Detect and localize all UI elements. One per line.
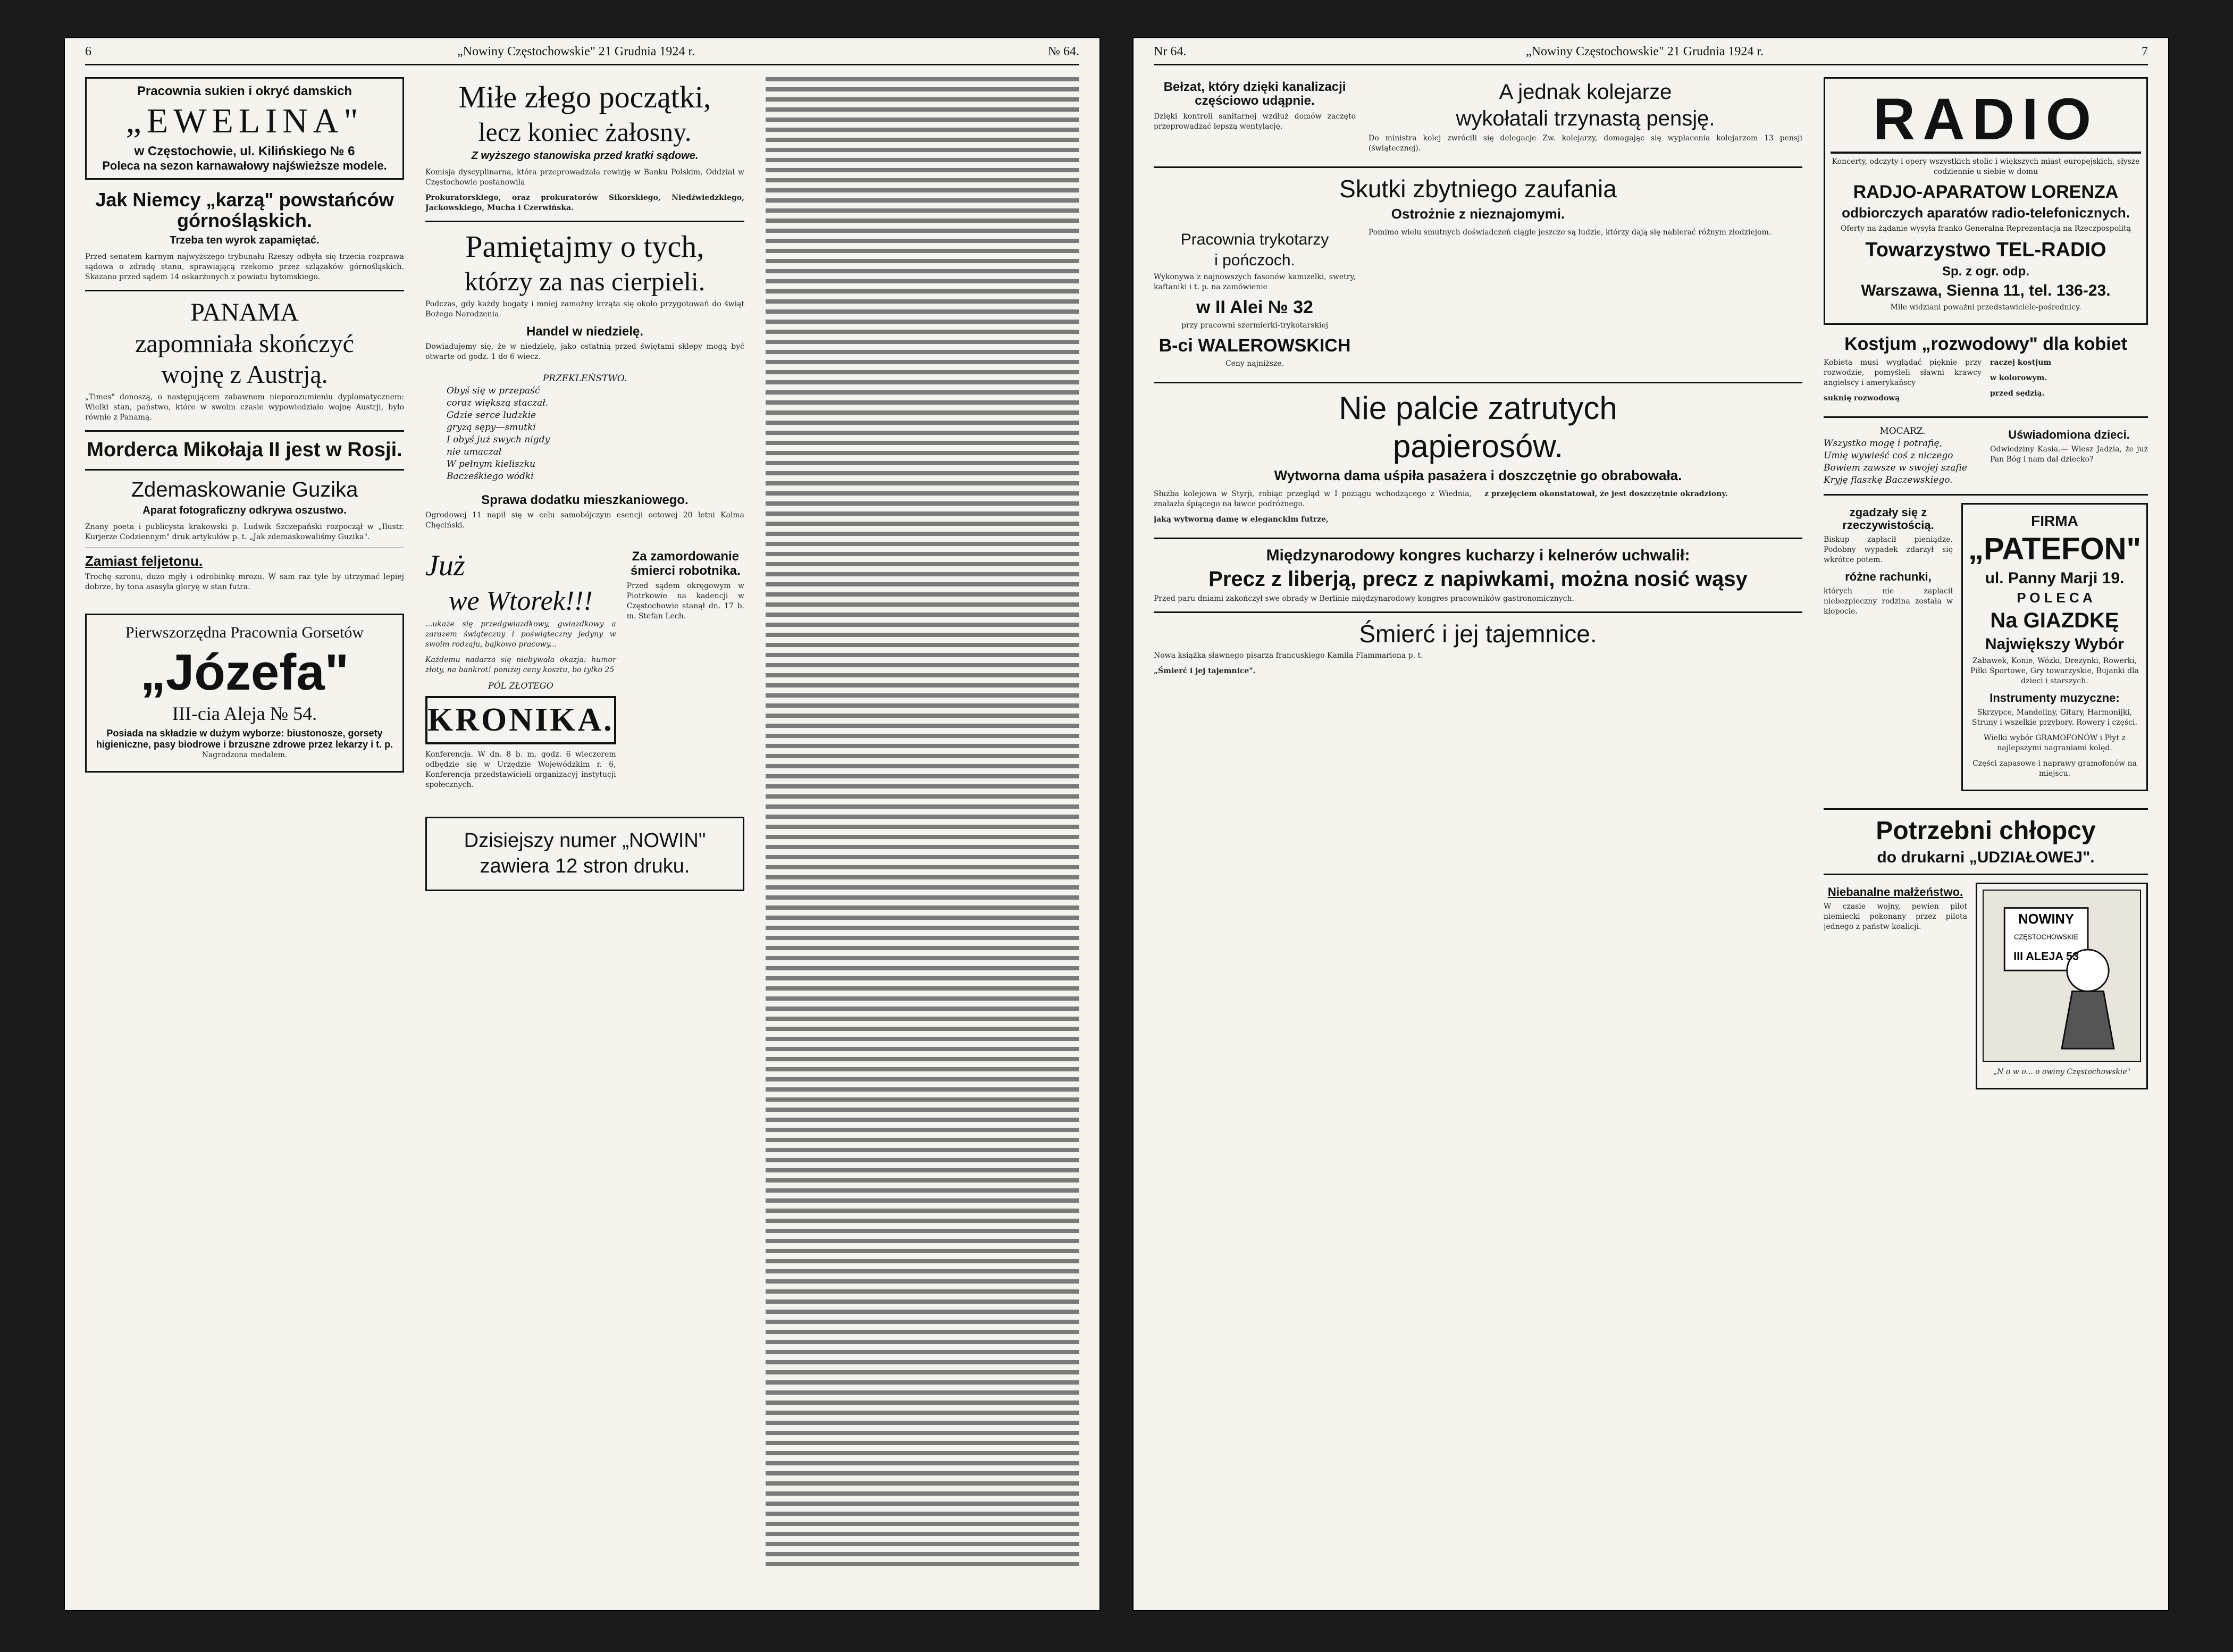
ad-line: Pierwszorzędna Pracownia Gorsetów [125, 623, 364, 641]
ad-text: Wielki wybór GRAMOFONÓW i Płyt z najlepszymi nagraniami kolęd. [1984, 733, 2126, 752]
section-title: Niebanalne małżeństwo. [1827, 885, 1963, 899]
ad-note: Mile widziani poważni przedstawiciele-pośrednicy. [1890, 303, 2081, 312]
headline: Precz z liberją, precz z napiwkami, można nosić wąsy [1208, 567, 1748, 591]
nowiny-ad [1976, 883, 2148, 1089]
subheadline: Aparat fotograficzny odkrywa oszustwo. [142, 504, 347, 516]
column-2 [425, 77, 744, 1600]
skutki-article [1369, 228, 1802, 375]
article-text: Komisja dyscyplinarna, która przeprowadzała rewizję w Banku Polskim, Oddział w Częstochowie postanowiła [425, 167, 744, 187]
headline: Międzynarodowy kongres kucharzy i kelnerów uchwalił: [1266, 547, 1690, 565]
headline: A jednak kolejarze [1499, 80, 1672, 104]
kronika-title: KRONIKA. [425, 696, 616, 744]
headline-line: do drukarni „UDZIAŁOWEJ". [1877, 848, 2095, 866]
article-text: Dzięki kontroli sanitarnej wzdłuż domów zaczęto przeprowadzać lepszą wentylację. [1154, 112, 1356, 131]
sign-line: NOWINY [2018, 911, 2074, 927]
article-text: raczej kostjum [1990, 358, 2052, 367]
ad-text: Części zapasowe i naprawy gramofonów na miejscu. [1972, 759, 2137, 778]
patefon-row [1824, 503, 2148, 801]
headline-line: którzy za nas cierpieli. [464, 266, 706, 296]
ad-company-type: Sp. z ogr. odp. [1942, 264, 2029, 279]
ad-line: Instrumenty muzyczne: [1989, 691, 2120, 705]
juz-notice [425, 547, 616, 795]
niebanalne-article [1824, 883, 1967, 1099]
article-text: Biskup zapłacił pieniądze. Podobny wypadek zdarzył się wkrótce potem. [1824, 535, 1953, 564]
article-text: Dowiadujemy się, że w niedzielę, jako ostatnią przed świętami sklepy mogą być otwarte od godz. 1 do 6 wiecz. [425, 342, 744, 361]
ad-brand: „PATEFON" [1968, 532, 2141, 567]
section-title: Za zamordowanie śmierci robotnika. [630, 549, 741, 578]
article-text: z przejęciem okonstatował, że jest doszczętnie okradziony. [1484, 490, 1728, 499]
headline: Kostjum „rozwodowy" dla kobiet [1844, 334, 2127, 355]
page-number: 6 [85, 45, 91, 58]
ad-brand: „Józefa" [140, 643, 349, 701]
dzisiejszy-notice [425, 817, 744, 891]
issue-number: № 64. [1048, 45, 1079, 58]
ad-line: Pracownia sukien i okryć damskich [137, 84, 352, 98]
article-text: W czasie wojny, pewien pilot niemiecki pokonany przez pilota jednego z państw koalicji. [1824, 902, 1967, 931]
poem-line: Bowiem zawsze w swojej szafie [1824, 462, 1967, 473]
skutki-row [1154, 228, 1802, 375]
headline: Miłe złego początki, [458, 80, 711, 114]
ad-brand: RADIO [1831, 87, 2141, 154]
headline: Jak Niemcy „karzą" powstańców górnośląskich. [95, 188, 394, 232]
headline-line: wykołatali trzynastą pensję. [1456, 107, 1715, 130]
article-text: Odwiedziny Kasia.— Wiesz Jadzia, że już Pan Bóg i nam dał dziecko? [1990, 445, 2148, 464]
papierosy-col-b [1484, 489, 1802, 530]
ad-company: Towarzystwo TEL-RADIO [1865, 238, 2106, 261]
ad-line: Największy Wybór [1985, 635, 2125, 653]
headline: Już [425, 549, 465, 583]
article-text: Przed paru dniami zakończył swe obrady w Berlinie międzynarodowy kongres pracowników gastronomicznych. [1154, 594, 1574, 603]
section-title: Uświadomiona dzieci. [2008, 427, 2130, 441]
notice-line: zawiera 12 stron druku. [480, 854, 690, 877]
kolejarze-article [1369, 77, 1802, 159]
ad-text: Posiada na składzie w dużym wyborze: biustonosze, gorsety higieniczne, pasy biodrowe i brzuszne zdrowe przez lekarzy i t. p. [96, 727, 393, 750]
headline-line: we Wtorek!!! [448, 585, 593, 616]
top-row [1154, 77, 1802, 159]
poem-line: gryzą sępy—smutki [447, 422, 536, 433]
section-title: różne rachunki, [1845, 569, 1932, 583]
uswiadomienie-article [1990, 425, 2148, 487]
radio-ad [1824, 77, 2148, 325]
poem-line: Bacześkiego wódki [447, 471, 534, 482]
headline-line: papierosów. [1392, 429, 1564, 465]
subheadline: Wytworna dama uśpiła pasażera i doszczętnie go obrabowała. [1274, 467, 1682, 484]
article-text: Przed sądem okręgowym w Piotrkowie na kadencji w Częstochowie stanął dn. 17 b. m. Stefan Lech. [626, 582, 744, 621]
column-main [1154, 77, 1802, 1600]
section-title: zgadzały się z rzeczywistością. [1842, 505, 1934, 532]
notice-sign: PÓL ZŁOTEGO [488, 681, 553, 691]
ad-tagline: Poleca na sezon karnawałowy najświeższe modele. [102, 158, 387, 172]
poem-line: nie umaczał [447, 446, 502, 457]
poem-title: MOCARZ. [1879, 425, 1926, 437]
headline-line: lecz koniec żałosny. [478, 116, 692, 147]
poem-line: Umię wywieść coś z niczego [1824, 450, 1953, 461]
ad-text: Wykonywa z najnowszych fasonów kamizelki, swetry, kaftaniki i t. p. na zamówienie [1154, 272, 1356, 291]
belzat-article [1154, 77, 1356, 159]
ad-note: Ceny najniższe. [1225, 359, 1285, 368]
mocarz-row [1824, 425, 2148, 487]
ad-text: Koncerty, odczyty i opery wszystkich stolic i większych miast europejskich, słysze codziennie u siebie w domu [1832, 157, 2140, 176]
headline: Zdemaskowanie Guzika [131, 477, 358, 501]
article-text: Podczas, gdy każdy bogaty i mniej zamożny krząta się około przygotowań do świąt Bożego Narodzenia. [425, 299, 744, 318]
issue-number: Nr 64. [1154, 45, 1187, 58]
poem-line: Obyś się w przepaść [447, 385, 540, 396]
headline: PANAMA [190, 298, 299, 326]
newsboy-drawing [1984, 891, 2140, 1061]
newspaper-page-left [64, 37, 1101, 1611]
poem-line: W pełnym kieliszku [447, 458, 536, 469]
article-text: Ogrodowej 11 napił się w celu samobójczym esencji octowej 20 letni Kalma Chęciński. [425, 511, 744, 530]
headline: Pamiętajmy o tych, [465, 229, 704, 264]
article-text: jaką wytworną damę w eleganckim futrze, [1154, 515, 1329, 524]
ad-line: Na GIAZDKĘ [1990, 608, 2119, 632]
ad-product: RADJO-APARATOW LORENZA [1853, 182, 2119, 202]
article-text: Trochę szronu, dużo mgły i odrobinkę mrozu. W sam raz tyle by utrzymać lepiej dobrze, by tona asasyla gloryę w stan futra. [85, 572, 404, 591]
section-title: Sprawa dodatku mieszkaniowego. [481, 492, 689, 507]
article-text: przed sędzią. [1990, 389, 2045, 398]
newsboy-illustration [1983, 890, 2141, 1062]
notice-text: ...ukaże się przedgwiazdkowy, gwiazdkowy a zarazem świąteczny i poświąteczny jedyny w swoim rodzaju, bajkowo pracowy... [425, 620, 616, 649]
kostjum-col-b [1990, 358, 2148, 409]
subheadline: Ostrożnie z nieznajomymi. [1391, 205, 1565, 222]
zamordowanie-article [627, 547, 744, 795]
article-text: w kolorowym. [1990, 373, 2047, 382]
column-3 [766, 77, 1079, 1600]
newspaper-title: „Nowiny Częstochowskie" 21 Grudnia 1924 r. [457, 45, 695, 58]
ad-address: Warszawa, Sienna 11, tel. 136-23. [1861, 282, 2111, 300]
headline-line: zapomniała skończyć [135, 329, 354, 358]
article-text: Prokuratorskiego, oraz prokuratorów Sikorskiego, Niedźwiedzkiego, Jackowskiego, Mucha i Czerwińska. [425, 193, 744, 212]
article-text: Przed senatem karnym najwyższego trybunału Rzeszy odbyła się trzecia rozprawa sądowa o zdradę stanu, sprawiającą rzekomo przez szlązaków górnośląskich. Skazano przed sądem 14 oskarżonych z powiatu bytomskiego. [85, 252, 404, 281]
ad-address: w II Alei № 32 [1196, 297, 1313, 317]
headline: Nie palcie zatrutych [1339, 390, 1617, 426]
ad-line: P O L E C A [2017, 590, 2093, 606]
poem-line: Wszystko mogę i potrafię, [1824, 438, 1942, 449]
headline: Morderca Mikołaja II jest w Rosji. [87, 439, 402, 462]
article-text: Kobieta musi wyglądać pięknie przy rozwodzie, pomyśleli sławni krawcy angielscy i amerykańscy [1824, 358, 1982, 387]
page-header-right [1154, 43, 2148, 65]
headline-line: wojnę z Austrją. [161, 360, 328, 389]
newspaper-page-right [1132, 37, 2169, 1611]
notice-text: Każdemu nadarza się niebywała okazja: humor złoty, na bankrot! poniżej ceny kosztu, bo tylko 25 [425, 656, 616, 675]
headline: Zamiast feljetonu. [85, 552, 203, 569]
article-text: Konferencja. W dn. 8 b. m. godz. 6 wieczorem odbędzie się w Urzędzie Wojewódzkim r. 6, Konferencja przedstawicieli organizacyj instytucji społecznych. [425, 750, 616, 790]
article-text: Nowa książka sławnego pisarza francuskiego Kamila Flammariona p. t. [1154, 651, 1423, 660]
ad-address: w Częstochowie, ul. Kilińskiego № 6 [134, 144, 355, 158]
ewelina-ad [85, 77, 404, 180]
page-header-left [85, 43, 1079, 65]
kostjum-row [1824, 358, 2148, 409]
article-text: których nie zapłacił niebezpieczny rodzina została w kłopocie. [1824, 587, 1953, 616]
ad-brand: „EWELINA" [125, 102, 364, 140]
ad-address: III-cia Aleja № 54. [172, 703, 317, 725]
article-text: suknię rozwodową [1824, 393, 1900, 402]
ad-text: Oferty na żądanie wysyła franko Generalna Reprezentacja na Rzeczpospolitą [1840, 224, 2131, 233]
article-text: „Śmierć i jej tajemnice". [1154, 666, 1256, 675]
column-1 [85, 77, 404, 1600]
article-text-block [766, 77, 1079, 1566]
subheadline: Trzeba ten wyrok zapamiętać. [170, 234, 320, 246]
article-text: „Times" donoszą, o następującem zabawnem nieporozumieniu dyplomatycznem: Wielki stan, państwo, które w swoim czasie wypowiedziało wojnę Austrji, było równie z Panamą. [85, 393, 404, 422]
papierosy-col-a [1154, 489, 1472, 530]
poem-title: PRZEKLEŃSTWO. [542, 373, 627, 384]
ad-line: Pracownia trykotarzy [1180, 230, 1329, 248]
ad-text: Skrzypce, Mandoliny, Gitary, Harmonijki, Struny i wszelkie przybory. Rowery i części. [1972, 708, 2137, 727]
article-text: Pomimo wielu smutnych doświadczeń ciągle jeszcze są ludzie, którzy dają się nabierać różnym złodziejom. [1369, 228, 1772, 237]
newspaper-title: „Nowiny Częstochowskie" 21 Grudnia 1924 r. [1526, 45, 1764, 58]
trykotarzy-ad [1154, 228, 1356, 375]
ad-line: i pończoch. [1214, 251, 1295, 269]
column-ads [1824, 77, 2148, 1600]
section-title: Bełzat, który dzięki kanalizacji częściowo udąpnie. [1163, 80, 1346, 108]
article-text: Do ministra kolej zwrócili się delegacje Zw. kolejarzy, domagając się wypłacenia kolejarzom 13 pensji (świątecznej). [1369, 134, 1802, 153]
ad-note: Nagrodzona medalem. [202, 750, 288, 759]
sign-line: III ALEJA 53 [2013, 949, 2079, 963]
article-text: Służba kolejowa w Styrji, robiąc przegląd w I poziągu wchodzącego z Wiednia, znalazła śpiącego na ławce podróżnego. [1154, 490, 1472, 509]
headline: Śmierć i jej tajemnice. [1359, 620, 1597, 648]
papierosy-row [1154, 489, 1802, 530]
jozefa-ad [85, 614, 404, 773]
lower-row [425, 547, 744, 795]
headline: Potrzebni chłopcy [1876, 816, 2096, 845]
notice-line: Dzisiejszy numer „NOWIN" [464, 829, 706, 852]
poem-line: Kryję flaszkę Baczewskiego. [1824, 474, 1953, 485]
article-text: Znany poeta i publicysta krakowski p. Ludwik Szczepański rozpoczął w „Ilustr. Kurjerze Codziennym" druk artykułów p. t. „Jak zdemaskowaliśmy Guzika". [85, 522, 404, 541]
ad-text: odbiorczych aparatów radio-telefonicznych. [1842, 205, 2130, 221]
page-number: 7 [2142, 45, 2148, 58]
poem-line: Gdzie serce ludzkie [447, 409, 536, 421]
patefon-ad [1961, 503, 2148, 791]
subheadline: Z wyższego stanowiska przed kratki sądowe. [471, 149, 699, 162]
ad-brand: B-ci WALEROWSKICH [1159, 335, 1351, 356]
poem [447, 373, 723, 483]
poem-line: I obyś już swych nigdy [447, 434, 550, 445]
section-title: Handel w niedzielę. [526, 324, 644, 339]
sign-line: CZĘSTOCHOWSKIE [2014, 933, 2078, 941]
kostjum-col-a [1824, 358, 1982, 409]
bottom-row [1824, 883, 2148, 1099]
ad-text: przy pracowni szermierki-trykotarskiej [1181, 321, 1329, 330]
ad-text: Zabawek, Konie, Wózki, Drezynki, Rowerki, Piłki Sportowe, Gry towarzyskie, Bujanki dla dzieci i starszych. [1970, 656, 2139, 685]
poem-line: coraz większą staczał. [447, 397, 549, 408]
ad-firma: FIRMA [2031, 512, 2078, 529]
poem [1824, 425, 1982, 487]
ad-caption: „N o w o... o owiny Częstochowskie" [1993, 1067, 2131, 1076]
headline: Skutki zbytniego zaufania [1339, 175, 1617, 203]
ad-address: ul. Panny Marji 19. [1985, 569, 2125, 588]
left-articles [1824, 503, 1953, 801]
